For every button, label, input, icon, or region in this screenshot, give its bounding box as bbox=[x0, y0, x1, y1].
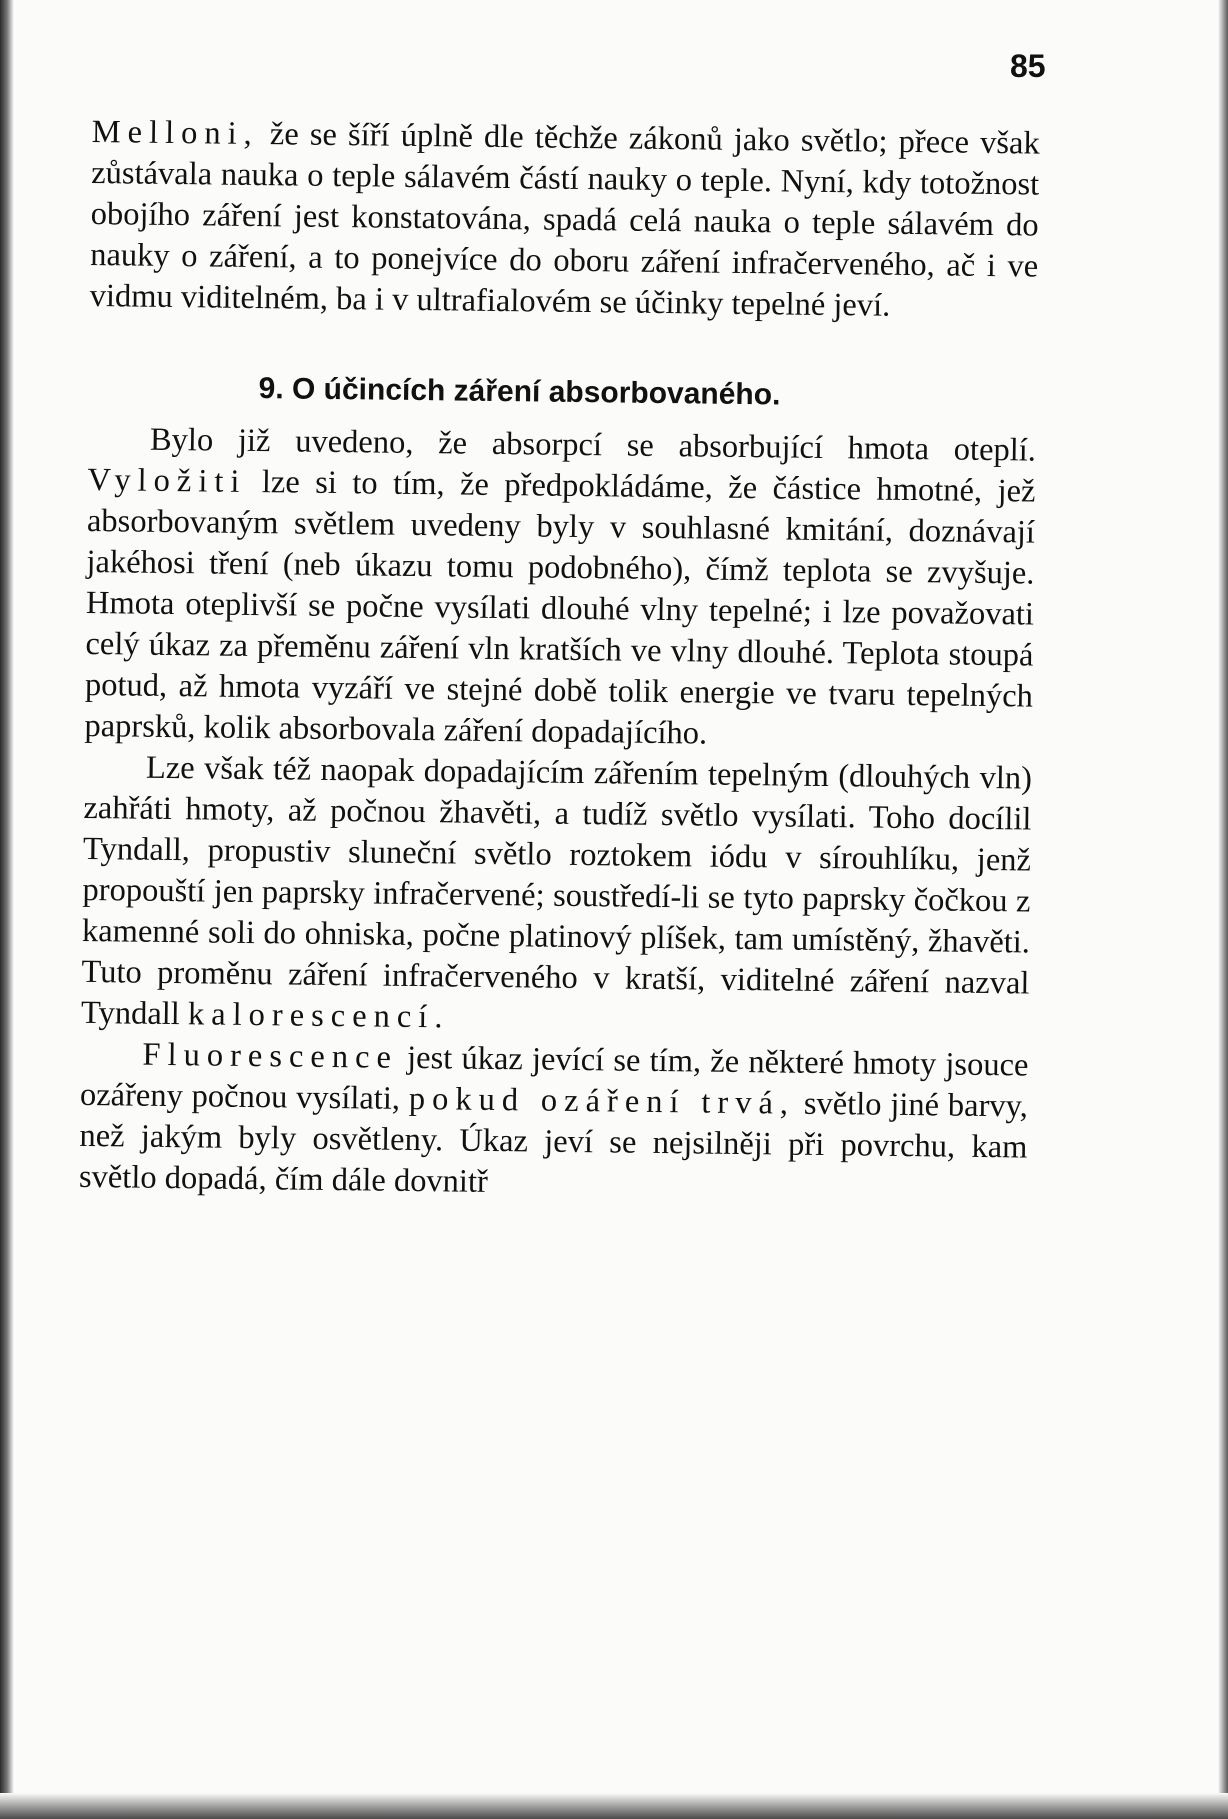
page-edge-left bbox=[0, 0, 14, 1819]
paragraph-3-emphasis: pokud ozáření trvá, bbox=[408, 1080, 796, 1122]
section-heading: 9. O účincích záření absorbovaného. bbox=[258, 372, 781, 412]
paragraph-3 bbox=[79, 1034, 1029, 1210]
paragraph-2-emphasis: kalorescencí. bbox=[187, 996, 450, 1036]
page-number: 85 bbox=[1010, 48, 1046, 84]
paragraph-1-rest: lze si to tím, že předpokládáme, že částice hmotné, jež absorbovaným světlem uvedeny byly v souhlasné kmitání, doznávají jakéhosi tření (neb úkazu tomu podobného), čímž teplota se zvyšuje. Hmota oteplivší se počne vysílati dlouhé vlny tepelné; i lze považovati celý úkaz za přeměnu záření vln kratších ve vlny dlouhé. Teplota stoupá potud, až hmota vyzáří ve stejné době tolik energie ve tvaru tepelných paprsků, kolik absorbovala záření dopadajícího. bbox=[84, 464, 1036, 752]
paragraph-2 bbox=[81, 747, 1032, 1046]
paragraph-3-start: jest úkaz jevící se tím, že některé hmoty jsouce ozářeny počnou vysílati, bbox=[79, 1039, 1029, 1117]
paragraph-1 bbox=[84, 419, 1036, 759]
body-text bbox=[79, 112, 1040, 1210]
paragraph-2-text: Lze však též naopak dopadajícím zářením tepelným (dlouhých vln) zahřáti hmoty, až počnou žhavěti, a tudíž světlo vysílati. Toho docílil Tyndall, propustiv sluneční světlo roztokem iódu v sírouhlíku, jenž propouští jen paprsky infračervené; soustředí-li se tyto paprsky čočkou z kamenné soli do ohniska, počne platinový plíšek, tam umístěný, žhavěti. Tuto proměnu záření infračerveného v kratší, viditelné záření nazval Tyndall bbox=[80, 749, 1033, 1033]
paragraph-3-term: Fluorescence bbox=[142, 1036, 399, 1076]
page-edge-right bbox=[1218, 0, 1228, 1819]
paragraph-1-emphasis: Vyložiti bbox=[87, 461, 247, 500]
paragraph-1-start: Bylo již uvedeno, že absorpcí se absorbující hmota oteplí. bbox=[149, 421, 1037, 469]
paragraph-3-rest: světlo jiné barvy, než jakým byly osvětleny. Úkaz jeví se nejsilněji při povrchu, kam světlo dopadá, čím dále dovnitř bbox=[78, 1085, 1029, 1200]
intro-name: Melloni, bbox=[91, 113, 260, 153]
intro-text: že se šíří úplně dle těchže zákonů jako světlo; přece však zůstávala nauka o teple sálavém částí nauky o teple. Nyní, kdy totožnost obojího záření jest konstatována, spadá celá nauka o teple sálavém do nauky o záření, a to ponejvíce do oboru záření infračerveného, ač i ve vidmu viditelném, ba i v ultrafialovém se účinky tepelné jeví. bbox=[89, 116, 1040, 324]
page-edge-bottom bbox=[0, 1793, 1228, 1819]
intro-paragraph bbox=[89, 112, 1039, 329]
